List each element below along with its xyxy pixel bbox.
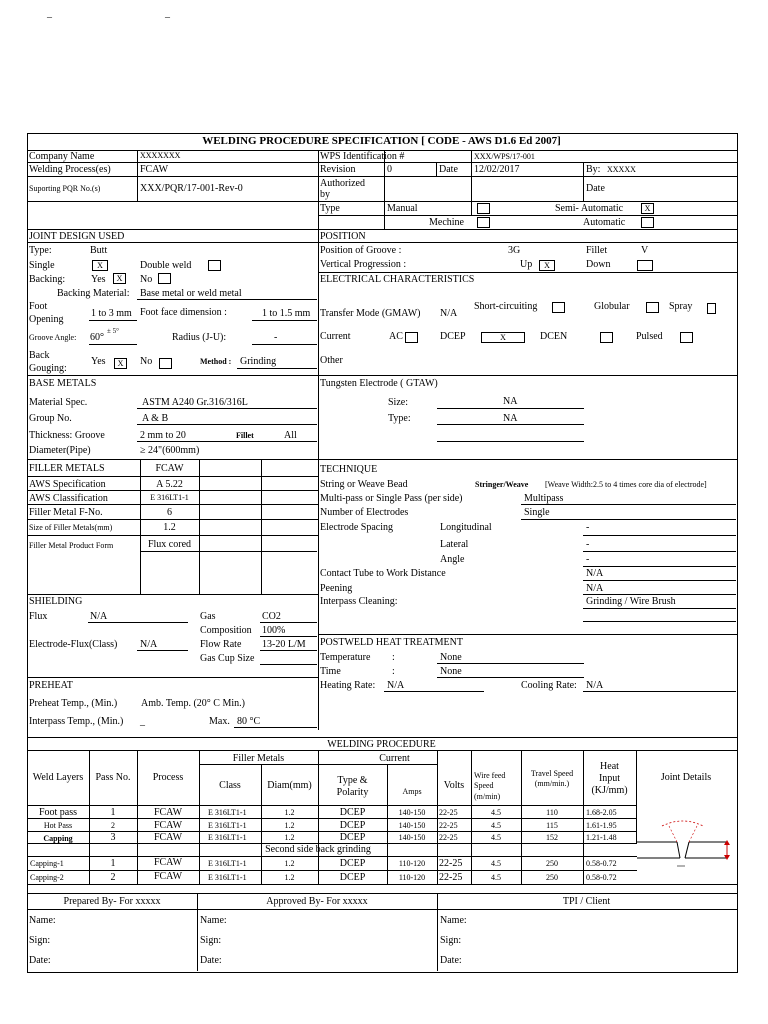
technique-heading: TECHNIQUE bbox=[320, 464, 378, 475]
thickness-label: Thickness: Groove bbox=[29, 430, 105, 441]
process-label: Welding Process(es) bbox=[29, 164, 111, 175]
col-process: Process bbox=[152, 772, 184, 783]
cell-heat: 0.58-0.72 bbox=[586, 873, 617, 882]
cell-wire: 4.5 bbox=[491, 833, 501, 842]
interpass-cleaning-value: Grinding / Wire Brush bbox=[586, 596, 676, 607]
diameter-label: Diameter(Pipe) bbox=[29, 445, 91, 456]
position-heading: POSITION bbox=[320, 231, 366, 242]
cell-type: DCEP bbox=[339, 872, 366, 883]
joint-sketch bbox=[637, 816, 737, 878]
double-weld-checkbox[interactable] bbox=[208, 260, 221, 271]
fno-value: 6 bbox=[167, 507, 172, 518]
electrical-heading: ELECTRICAL CHARACTERISTICS bbox=[320, 274, 475, 285]
cell-layer: Hot Pass bbox=[43, 821, 73, 830]
authorized-label-by: by bbox=[320, 189, 330, 200]
col-heat-input-2: Input bbox=[598, 773, 621, 784]
ac-label: AC bbox=[389, 331, 403, 342]
col-joint-details: Joint Details bbox=[660, 772, 712, 783]
revision-value: 0 bbox=[387, 164, 392, 175]
form-title: WELDING PROCEDURE SPECIFICATION [ CODE - AWS D1.6 Ed 2007] bbox=[202, 135, 561, 147]
temperature-value: None bbox=[440, 652, 462, 663]
short-circuiting-label: Short-circuiting bbox=[474, 301, 538, 312]
authorized-label: Authorized bbox=[320, 178, 365, 189]
foot-face-value: 1 to 1.5 mm bbox=[262, 308, 311, 319]
col-travel-speed-2: (mm/min.) bbox=[534, 779, 570, 788]
fillet-thickness-value: All bbox=[284, 430, 297, 441]
cell-process: FCAW bbox=[153, 807, 183, 818]
fillet-position-label: Fillet bbox=[586, 245, 608, 256]
flux-label: Flux bbox=[29, 611, 48, 622]
single-checkbox[interactable]: X bbox=[92, 260, 108, 271]
cell-volts: 22-25 bbox=[439, 858, 463, 869]
cell-type: DCEP bbox=[339, 820, 366, 831]
process-value: FCAW bbox=[140, 164, 169, 175]
tungsten-type-label: Type: bbox=[388, 413, 411, 424]
preheat-heading: PREHEAT bbox=[29, 680, 73, 691]
cell-amps: 140-150 bbox=[398, 821, 426, 830]
dash-mark: – bbox=[47, 12, 52, 23]
time-value: None bbox=[440, 666, 462, 677]
by-label: By: bbox=[586, 164, 601, 175]
base-metals-heading: BASE METALS bbox=[29, 378, 97, 389]
date-label: Date bbox=[439, 164, 458, 175]
backing-no-label: No bbox=[140, 274, 153, 285]
cell-amps: 110-120 bbox=[398, 873, 426, 882]
method-label: Method : bbox=[200, 357, 232, 366]
angle-value: - bbox=[586, 554, 590, 565]
groove-angle-value: 60° bbox=[90, 332, 104, 343]
composition-label: Composition bbox=[200, 625, 252, 636]
max-temp-value: 80 °C bbox=[237, 716, 261, 727]
tpi-client: TPI / Client bbox=[562, 896, 611, 907]
by-value: XXXXX bbox=[607, 165, 636, 174]
diameter-value: ≥ 24"(600mm) bbox=[140, 445, 200, 456]
cell-heat: 1.61-1.95 bbox=[586, 821, 617, 830]
up-label: Up bbox=[520, 259, 533, 270]
cell-heat: 1.21-1.48 bbox=[586, 833, 617, 842]
peening-label: Peening bbox=[320, 583, 353, 594]
col-class: Class bbox=[219, 780, 241, 791]
cell-class: E 316LT1-1 bbox=[208, 833, 247, 842]
cell-heat: 1.68-2.05 bbox=[586, 808, 617, 817]
cell-layer: Capping-2 bbox=[30, 873, 64, 882]
cell-pass: 2 bbox=[111, 821, 115, 830]
cell-wire: 4.5 bbox=[491, 859, 501, 868]
revision-label: Revision bbox=[320, 164, 356, 175]
flow-rate-label: Flow Rate bbox=[200, 639, 242, 650]
dash-mark: – bbox=[165, 12, 170, 23]
material-spec-value: ASTM A240 Gr.316/316L bbox=[142, 397, 248, 408]
groove-angle-tolerance: ± 5° bbox=[107, 327, 119, 335]
spray-checkbox[interactable] bbox=[707, 303, 716, 314]
cell-travel: 250 bbox=[546, 873, 558, 882]
cell-heat: 0.58-0.72 bbox=[586, 859, 617, 868]
back-gouging-label: Back bbox=[29, 350, 50, 361]
aws-spec-value: A 5.22 bbox=[156, 479, 183, 490]
approved-by: Approved By- For xxxxx bbox=[266, 896, 368, 907]
cell-layer: Capping-1 bbox=[30, 859, 64, 868]
other-label: Other bbox=[320, 355, 343, 366]
interpass-cleaning-label: Interpass Cleaning: bbox=[320, 596, 398, 607]
filler-process-value: FCAW bbox=[155, 463, 184, 474]
cell-diam: 1.2 bbox=[284, 808, 295, 817]
wps-id-value: XXX/WPS/17-001 bbox=[474, 152, 535, 161]
single-label: Single bbox=[29, 260, 55, 271]
cell-travel: 115 bbox=[546, 821, 558, 830]
filler-size-value: 1.2 bbox=[163, 522, 176, 533]
second-side-note: Second side back grinding bbox=[265, 844, 371, 855]
flow-rate-value: 13-20 L/M bbox=[262, 639, 306, 650]
radius-value: - bbox=[274, 332, 278, 343]
cell-amps: 110-120 bbox=[398, 859, 426, 868]
method-value: Grinding bbox=[240, 356, 277, 367]
material-spec-label: Material Spec. bbox=[29, 397, 88, 408]
groove-position-value: 3G bbox=[508, 245, 521, 256]
cell-diam: 1.2 bbox=[284, 873, 295, 882]
time-label: Time bbox=[320, 666, 341, 677]
cooling-rate-label: Cooling Rate: bbox=[521, 680, 577, 691]
product-form-label: Filler Metal Product Form bbox=[29, 541, 114, 550]
backing-label: Backing: bbox=[29, 274, 66, 285]
down-label: Down bbox=[586, 259, 611, 270]
fno-label: Filler Metal F-No. bbox=[29, 507, 103, 518]
heating-rate-value: N/A bbox=[387, 680, 405, 691]
dcen-checkbox[interactable] bbox=[600, 332, 613, 343]
max-temp-label: Max. bbox=[209, 716, 230, 727]
procedure-heading: WELDING PROCEDURE bbox=[327, 739, 436, 750]
time-colon: : bbox=[392, 666, 395, 677]
groove-angle-label: Groove Angle: bbox=[29, 333, 77, 342]
contact-tube-label: Contact Tube to Work Distance bbox=[320, 568, 446, 579]
pqr-value: XXX/PQR/17-001-Rev-0 bbox=[140, 183, 243, 194]
approved-sign-label: Sign: bbox=[200, 935, 222, 946]
dcep-checkbox[interactable]: X bbox=[481, 332, 525, 343]
cell-class: E 316LT1-1 bbox=[208, 873, 247, 882]
short-circuiting-checkbox[interactable] bbox=[552, 302, 565, 313]
cell-amps: 140-150 bbox=[398, 808, 426, 817]
interpass-temp-label: Interpass Temp., (Min.) bbox=[29, 716, 124, 727]
prepared-by: Prepared By- For xxxxx bbox=[63, 896, 161, 907]
manual-checkbox[interactable] bbox=[477, 203, 490, 214]
cell-type: DCEP bbox=[339, 832, 366, 843]
col-weld-layers: Weld Layers bbox=[32, 772, 84, 783]
transfer-mode-value: N/A bbox=[440, 308, 458, 319]
date2-label: Date bbox=[586, 183, 605, 194]
cell-process: FCAW bbox=[153, 820, 183, 831]
col-current: Current bbox=[379, 753, 410, 764]
cell-travel: 152 bbox=[546, 833, 558, 842]
col-type: Type & bbox=[337, 775, 368, 786]
tungsten-type-value: NA bbox=[503, 413, 518, 424]
approved-date-label: Date: bbox=[200, 955, 222, 966]
down-checkbox[interactable] bbox=[637, 260, 653, 271]
prepared-date-label: Date: bbox=[29, 955, 51, 966]
col-pass-no: Pass No. bbox=[95, 772, 131, 783]
cell-volts: 22-25 bbox=[439, 872, 463, 883]
thickness-value: 2 mm to 20 bbox=[140, 430, 186, 441]
cell-amps: 140-150 bbox=[398, 833, 426, 842]
cell-layer: Foot pass bbox=[38, 807, 78, 818]
interpass-temp-value: _ bbox=[140, 716, 145, 727]
group-label: Group No. bbox=[29, 413, 72, 424]
aws-spec-label: AWS Specification bbox=[29, 479, 106, 490]
col-volts: Volts bbox=[443, 780, 465, 791]
cell-class: E 316LT1-1 bbox=[208, 859, 247, 868]
gas-label: Gas bbox=[200, 611, 216, 622]
weave-width-note: [Weave Width:2.5 to 4 times core dia of electrode] bbox=[545, 480, 707, 489]
dcen-label: DCEN bbox=[540, 331, 568, 342]
backing-yes-checkbox[interactable]: X bbox=[113, 273, 126, 284]
transfer-mode-label: Transfer Mode (GMAW) bbox=[320, 308, 421, 319]
col-wire-feed-3: (m/min) bbox=[474, 792, 501, 801]
electrode-flux-value: N/A bbox=[140, 639, 158, 650]
pulsed-checkbox[interactable] bbox=[680, 332, 693, 343]
date-value: 12/02/2017 bbox=[474, 164, 520, 175]
tungsten-size-value: NA bbox=[503, 396, 518, 407]
cell-diam: 1.2 bbox=[284, 859, 295, 868]
semi-auto-label: Semi- Automatic bbox=[555, 203, 624, 214]
col-type-2: Polarity bbox=[336, 787, 369, 798]
backing-no-checkbox[interactable] bbox=[158, 273, 171, 284]
cell-diam: 1.2 bbox=[284, 833, 295, 842]
col-travel-speed: Travel Speed bbox=[530, 769, 574, 778]
machine-checkbox[interactable] bbox=[477, 217, 490, 228]
type-value: Manual bbox=[387, 203, 418, 214]
dcep-label: DCEP bbox=[440, 331, 466, 342]
backing-material-value: Base metal or weld metal bbox=[140, 288, 242, 299]
cell-pass: 1 bbox=[110, 807, 116, 818]
pulsed-label: Pulsed bbox=[636, 331, 663, 342]
cell-type: DCEP bbox=[339, 807, 366, 818]
type-label: Type bbox=[320, 203, 340, 214]
cell-wire: 4.5 bbox=[491, 873, 501, 882]
string-weave-value: Stringer/Weave bbox=[475, 480, 529, 489]
shielding-heading: SHIELDING bbox=[29, 596, 83, 607]
cell-wire: 4.5 bbox=[491, 821, 501, 830]
backing-material-label: Backing Material: bbox=[57, 288, 130, 299]
current-label: Current bbox=[320, 331, 351, 342]
multipass-value: Multipass bbox=[524, 493, 564, 504]
cell-volts: 22-25 bbox=[439, 808, 458, 817]
foot-opening-label: Foot bbox=[29, 301, 48, 312]
aws-class-label: AWS Classification bbox=[29, 493, 108, 504]
foot-face-label: Foot face dimension : bbox=[140, 307, 227, 318]
type-value: Butt bbox=[90, 245, 108, 256]
tpi-date-label: Date: bbox=[440, 955, 462, 966]
cell-pass: 3 bbox=[110, 832, 116, 843]
col-diam: Diam(mm) bbox=[267, 780, 312, 791]
cell-process: FCAW bbox=[153, 871, 183, 882]
type-label: Type: bbox=[29, 245, 52, 256]
automatic-label: Automatic bbox=[583, 217, 626, 228]
automatic-checkbox[interactable] bbox=[641, 217, 654, 228]
cell-pass: 1 bbox=[110, 858, 116, 869]
col-wire-feed-2: Speed bbox=[474, 781, 494, 790]
spray-label: Spray bbox=[669, 301, 693, 312]
back-yes-label: Yes bbox=[91, 356, 106, 367]
tpi-name-label: Name: bbox=[440, 915, 467, 926]
lateral-label: Lateral bbox=[440, 539, 469, 550]
back-no-label: No bbox=[140, 356, 153, 367]
col-filler-metals: Filler Metals bbox=[232, 753, 285, 764]
longitudinal-label: Longitudinal bbox=[440, 522, 492, 533]
cooling-rate-value: N/A bbox=[586, 680, 604, 691]
filler-size-label: Size of Filler Metals(mm) bbox=[29, 523, 113, 532]
contact-tube-value: N/A bbox=[586, 568, 604, 579]
longitudinal-value: - bbox=[586, 522, 590, 533]
ac-checkbox[interactable] bbox=[405, 332, 418, 343]
cell-wire: 4.5 bbox=[491, 808, 501, 817]
col-wire-feed: Wire feed bbox=[474, 771, 506, 780]
tungsten-size-label: Size: bbox=[388, 397, 408, 408]
multipass-label: Multi-pass or Single Pass (per side) bbox=[320, 493, 463, 504]
cell-process: FCAW bbox=[153, 832, 183, 843]
electrodes-label: Number of Electrodes bbox=[320, 507, 409, 518]
electrodes-value: Single bbox=[524, 507, 550, 518]
joint-design-heading: JOINT DESIGN USED bbox=[29, 231, 125, 242]
prepared-name-label: Name: bbox=[29, 915, 56, 926]
pwht-heading: POSTWELD HEAT TREATMENT bbox=[320, 637, 463, 648]
machine-label: Mechine bbox=[429, 217, 464, 228]
foot-opening-label-2: Opening bbox=[29, 314, 64, 325]
globular-label: Globular bbox=[594, 301, 630, 312]
product-form-value: Flux cored bbox=[147, 539, 192, 550]
preheat-min-label: Preheat Temp., (Min.) bbox=[29, 698, 118, 709]
col-amps: Amps bbox=[402, 787, 422, 796]
radius-label: Radius (J-U): bbox=[172, 332, 227, 343]
cell-layer: Capping bbox=[43, 834, 73, 843]
fillet-position-value: V bbox=[641, 245, 649, 256]
cell-class: E 316LT1-1 bbox=[208, 808, 247, 817]
globular-checkbox[interactable] bbox=[646, 302, 659, 313]
prepared-sign-label: Sign: bbox=[29, 935, 51, 946]
back-yes-checkbox[interactable]: X bbox=[114, 358, 127, 369]
preheat-min-value: Amb. Temp. (20° C Min.) bbox=[141, 698, 245, 709]
pqr-label: Suporting PQR No.(s) bbox=[29, 184, 101, 193]
temperature-colon: : bbox=[392, 652, 395, 663]
groove-position-label: Position of Groove : bbox=[320, 245, 402, 256]
electrode-flux-label: Electrode-Flux(Class) bbox=[29, 639, 118, 650]
gas-cup-label: Gas Cup Size bbox=[200, 653, 255, 664]
back-gouging-label-2: Gouging: bbox=[29, 363, 67, 374]
cell-type: DCEP bbox=[339, 858, 366, 869]
up-checkbox[interactable]: X bbox=[539, 260, 555, 271]
semi-auto-checkbox[interactable]: X bbox=[641, 203, 654, 214]
cell-pass: 2 bbox=[110, 872, 116, 883]
peening-value: N/A bbox=[586, 583, 604, 594]
gas-value: CO2 bbox=[262, 611, 281, 622]
fillet-thickness-label: Fillet bbox=[236, 431, 254, 440]
vertical-progression-label: Vertical Progression : bbox=[320, 259, 407, 270]
aws-class-value: E 316LT1-1 bbox=[150, 493, 189, 502]
lateral-value: - bbox=[586, 539, 590, 550]
col-heat-input-3: (KJ/mm) bbox=[591, 785, 628, 796]
heating-rate-label: Heating Rate: bbox=[320, 680, 376, 691]
angle-label: Angle bbox=[440, 554, 465, 565]
company-value: XXXXXXX bbox=[140, 151, 181, 160]
cell-travel: 250 bbox=[546, 859, 558, 868]
cell-diam: 1.2 bbox=[284, 821, 295, 830]
cell-volts: 22-25 bbox=[439, 833, 458, 842]
electrode-spacing-label: Electrode Spacing bbox=[320, 522, 394, 533]
wps-id-label: WPS Identification # bbox=[320, 151, 405, 162]
cell-class: E 316LT1-1 bbox=[208, 821, 247, 830]
temperature-label: Temperature bbox=[320, 652, 371, 663]
composition-value: 100% bbox=[262, 625, 286, 636]
cell-travel: 110 bbox=[546, 808, 558, 817]
cell-volts: 22-25 bbox=[439, 821, 458, 830]
string-weave-label: String or Weave Bead bbox=[320, 479, 408, 490]
back-no-checkbox[interactable] bbox=[159, 358, 172, 369]
flux-value: N/A bbox=[90, 611, 108, 622]
company-label: Company Name bbox=[29, 151, 95, 162]
double-weld-label: Double weld bbox=[140, 260, 192, 271]
foot-opening-value: 1 to 3 mm bbox=[91, 308, 132, 319]
tungsten-heading: Tungsten Electrode ( GTAW) bbox=[320, 378, 438, 389]
tpi-sign-label: Sign: bbox=[440, 935, 462, 946]
cell-process: FCAW bbox=[153, 857, 183, 868]
filler-heading: FILLER METALS bbox=[29, 463, 105, 474]
approved-name-label: Name: bbox=[200, 915, 227, 926]
backing-yes-label: Yes bbox=[91, 274, 106, 285]
group-value: A & B bbox=[142, 413, 169, 424]
col-heat-input: Heat bbox=[600, 761, 619, 772]
